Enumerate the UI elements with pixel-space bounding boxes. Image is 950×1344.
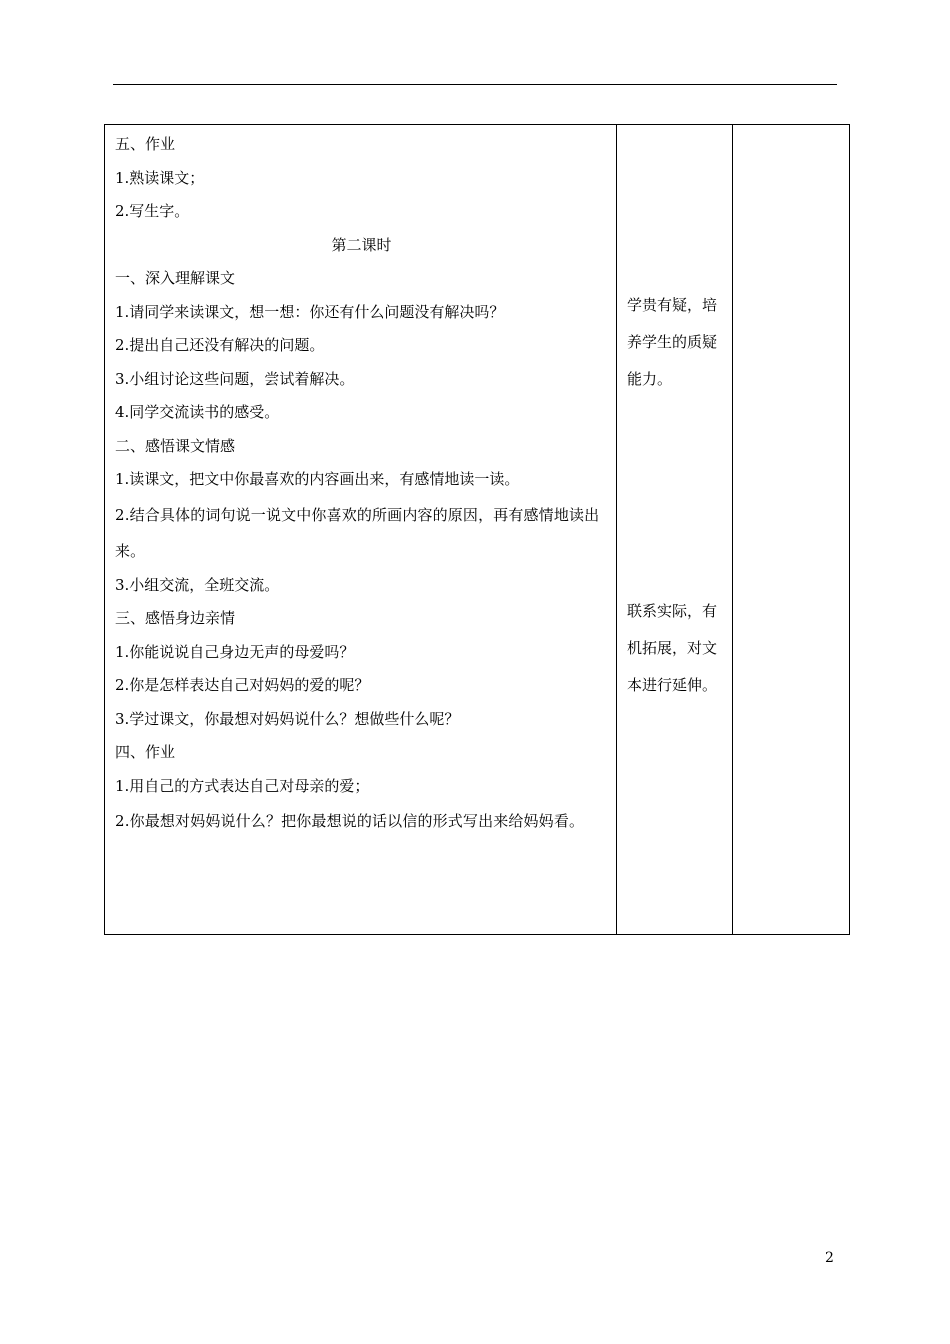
table-row	[105, 125, 850, 935]
section-heading: 二、感悟课文情感	[115, 436, 236, 455]
list-item: 1.请同学来读课文，想一想：你还有什么问题没有解决吗？	[115, 302, 505, 321]
list-item: 2.你最想对妈妈说什么？把你最想说的话以信的形式写出来给妈妈看。	[115, 812, 585, 830]
header-rule	[113, 84, 837, 85]
section-heading: 一、深入理解课文	[115, 269, 236, 287]
list-item: 2.你是怎样表达自己对妈妈的爱的呢？	[115, 676, 370, 694]
lesson-plan-table	[104, 124, 850, 935]
list-item: 2.写生字。	[115, 202, 190, 220]
lesson-title: 第二课时	[331, 235, 392, 254]
list-item: 3.小组讨论这些问题，尝试着解决。	[115, 369, 355, 388]
list-item: 2.提出自己还没有解决的问题。	[115, 336, 325, 354]
design-note: 学贵有疑，培养学生的质疑能力。	[627, 296, 718, 388]
page-number: 2	[825, 1250, 834, 1266]
list-item: 1.你能说说自己身边无声的母爱吗？	[115, 642, 355, 661]
section-heading-homework: 五、作业	[115, 135, 176, 153]
teaching-process-cell	[105, 125, 617, 935]
empty-column-cell	[733, 125, 850, 935]
section-heading: 三、感悟身边亲情	[115, 609, 236, 627]
list-item: 3.小组交流，全班交流。	[115, 575, 280, 594]
list-item: 1.用自己的方式表达自己对母亲的爱；	[115, 776, 370, 795]
list-item: 3.学过课文，你最想对妈妈说什么？想做些什么呢？	[115, 709, 460, 728]
list-item: 2.结合具体的词句说一说文中你喜欢的所画内容的原因，再有感情地读出来。	[115, 505, 600, 560]
list-item: 1.熟读课文；	[115, 168, 205, 187]
design-note: 联系实际，有机拓展，对文本进行延伸。	[627, 602, 718, 694]
list-item: 1.读课文，把文中你最喜欢的内容画出来，有感情地读一读。	[115, 470, 520, 488]
design-notes-cell	[617, 125, 733, 935]
list-item: 4.同学交流读书的感受。	[115, 403, 280, 421]
section-heading: 四、作业	[115, 743, 176, 761]
